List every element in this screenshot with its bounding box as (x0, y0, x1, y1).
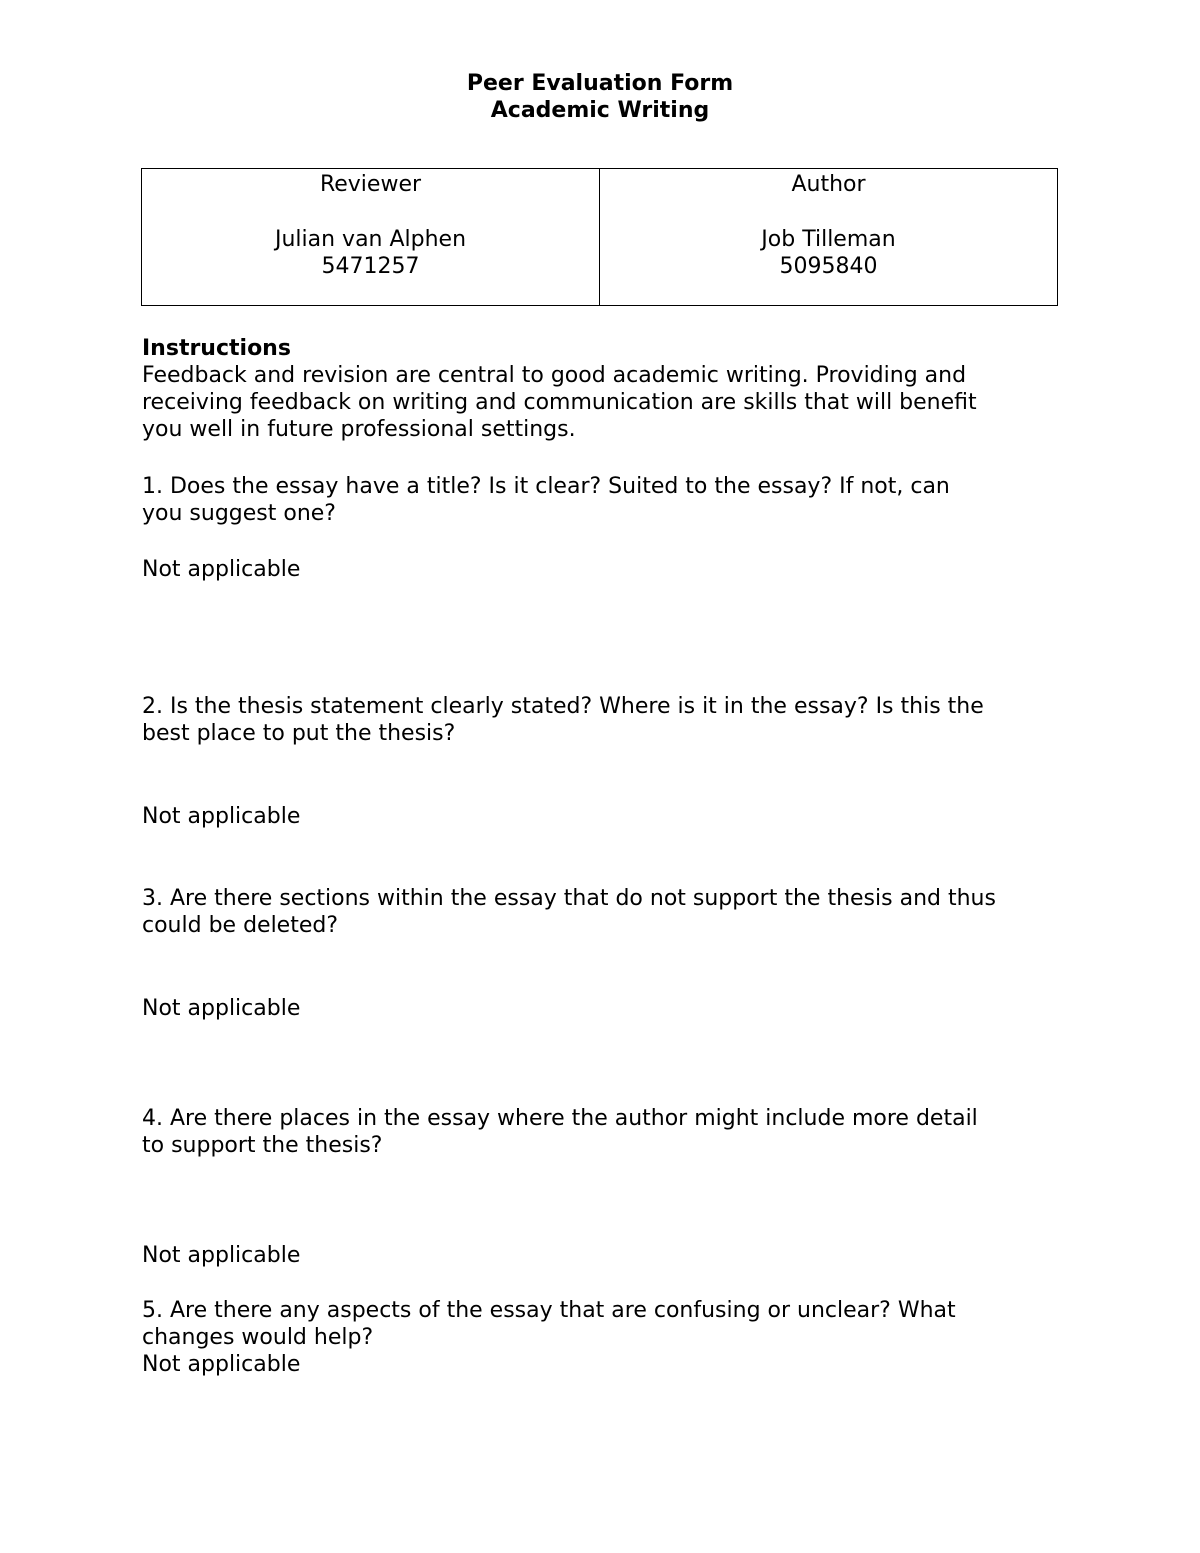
reviewer-cell (142, 169, 600, 306)
instructions-line: Feedback and revision are central to good academic writing. Providing and (142, 363, 967, 388)
question-text: 3. Are there sections within the essay that do not support the thesis and thus (142, 886, 996, 911)
question-text: 4. Are there places in the essay where the author might include more detail (142, 1106, 978, 1131)
page-title: Peer Evaluation Form (466, 71, 734, 96)
answer-2: Not applicable (142, 804, 301, 829)
reviewer-label: Reviewer (319, 172, 422, 197)
answer-5: Not applicable (142, 1352, 301, 1377)
author-id: 5095840 (779, 254, 878, 279)
reviewer-id: 5471257 (321, 254, 420, 279)
question-4 (142, 1105, 1062, 1159)
title-block (0, 70, 1200, 124)
answer-4: Not applicable (142, 1243, 301, 1268)
answer-3: Not applicable (142, 996, 301, 1021)
question-text: 5. Are there any aspects of the essay that are confusing or unclear? What (142, 1298, 956, 1323)
author-cell (600, 169, 1058, 306)
answer-1: Not applicable (142, 557, 301, 582)
question-1 (142, 473, 1062, 527)
reviewer-author-table (141, 168, 1058, 306)
question-3 (142, 885, 1062, 939)
question-text: to support the thesis? (142, 1133, 383, 1158)
question-text: could be deleted? (142, 913, 339, 938)
question-text: you suggest one? (142, 501, 336, 526)
question-text: 2. Is the thesis statement clearly stated? Where is it in the essay? Is this the (142, 694, 984, 719)
instructions-line: receiving feedback on writing and communication are skills that will benefit (142, 390, 977, 415)
question-text: 1. Does the essay have a title? Is it clear? Suited to the essay? If not, can (142, 474, 950, 499)
question-text: changes would help? (142, 1325, 374, 1350)
instructions-heading: Instructions (142, 336, 291, 361)
page-subtitle: Academic Writing (490, 98, 710, 123)
question-text: best place to put the thesis? (142, 721, 456, 746)
question-5 (142, 1297, 1062, 1378)
author-label: Author (791, 172, 866, 197)
reviewer-name: Julian van Alphen (274, 227, 467, 252)
instructions-section (142, 335, 1062, 443)
author-name: Job Tilleman (761, 227, 896, 252)
instructions-line: you well in future professional settings. (142, 417, 576, 442)
question-2 (142, 693, 1062, 747)
